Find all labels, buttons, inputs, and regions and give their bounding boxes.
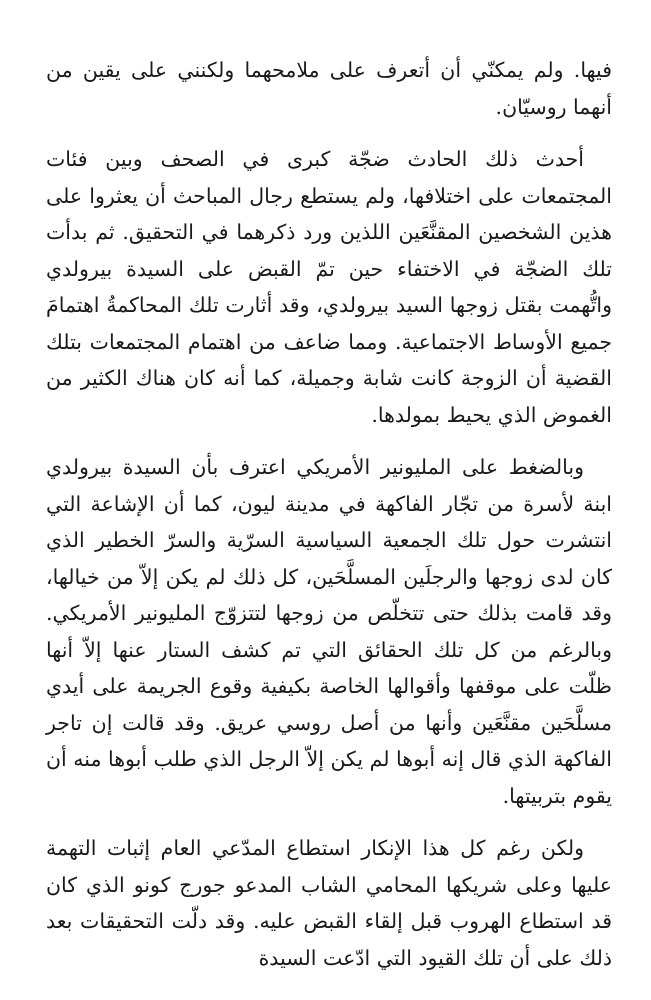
paragraph: ولكن رغم كل هذا الإنكار استطاع المدّعي العام إثبات التهمة عليها وعلى شريكها المحامي الشاب المدعو جورج كونو الذي كان قد استطاع الهروب قبل إلقاء القبض عليه. وقد دلّت التحقيقات بعد ذلك على أن تلك القيود التي ادّعت السيدة <box>46 836 612 970</box>
paragraph: أحدث ذلك الحادث ضجّة كبرى في الصحف وبين فئات المجتمعات على اختلافها، ولم يستطع رجال المباحث أن يعثروا على هذين الشخصين المقنَّعَين اللذين ورد ذكرهما في التحقيق. ثم بدأت تلك الضجّة في الاختفاء حين تمّ القبض على السيدة بيرولدي واتُّهمت بقتل زوجها السيد بيرولدي، وقد أثارت تلك المحاكمةُ اهتمامَ جميع الأوساط الاجتماعية. ومما ضاعف من اهتمام المجتمعات بتلك القضية أن الزوجة كانت شابة وجميلة، كما أنه كان هناك الكثير من الغموض الذي يحيط بمولدها. <box>46 147 612 427</box>
document-page <box>46 52 612 992</box>
paragraph-continuation: فيها. ولم يمكنّي أن أتعرف على ملامحهما ولكنني على يقين من أنهما روسيّان. <box>46 58 612 119</box>
paragraph: وبالضغط على المليونير الأمريكي اعترف بأن السيدة بيرولدي ابنة لأسرة من تجّار الفاكهة في مدينة ليون، كما أن الإشاعة التي انتشرت حول تلك الجمعية السياسية السرّية والسرّ الخطير الذي كان لدى زوجها والرجلَين المسلَّحَين، كل ذلك لم يكن إلاّ من خيالها، وقد قامت بذلك حتى تتخلّص من زوجها لتتزوّج المليونير الأمريكي. وبالرغم من كل تلك الحقائق التي تم كشف الستار عنها إلاّ أنها ظلّت على موقفها وأقوالها الخاصة بكيفية وقوع الجريمة على أيدي مسلَّحَين مقنَّعَين وأنها من أصل روسي عريق. وقد قالت إن تاجر الفاكهة الذي قال إنه أبوها لم يكن إلاّ الرجل الذي طلب أبوها منه أن يقوم بتربيتها. <box>46 455 612 808</box>
